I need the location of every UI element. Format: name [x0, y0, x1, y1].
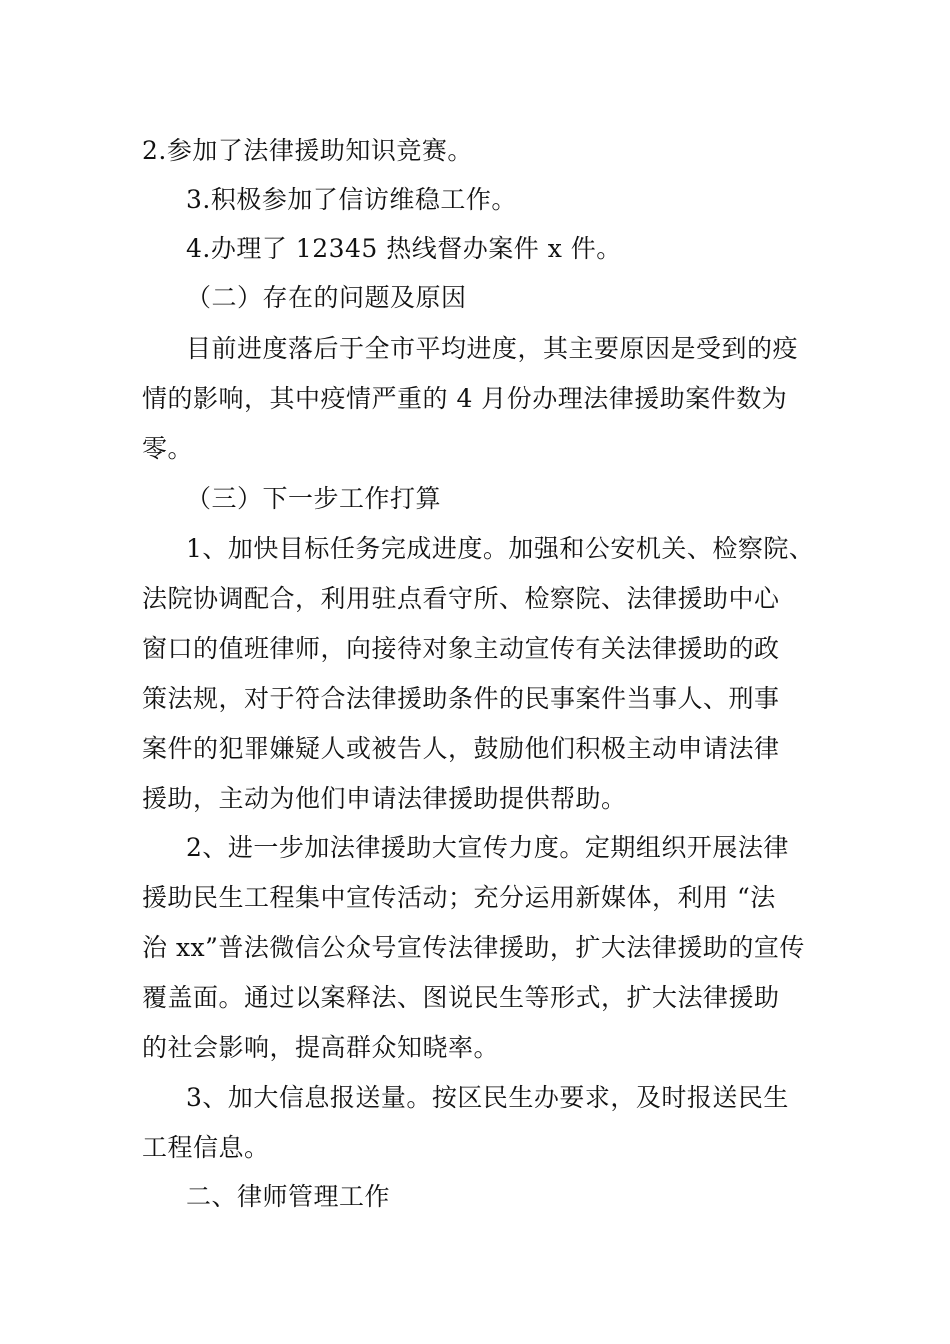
section-problems-heading: （二）存在的问题及原因	[186, 283, 467, 312]
section-plan-heading: （三）下一步工作打算	[186, 484, 442, 513]
plan-point-2: 2、进一步加法律援助大宣传力度。定期组织开展法律 援助民生工程集中宣传活动；充分运用新媒体，利用 “法 治 xx”普法微信公众号宣传法律援助，扩大法律援助的宣传 覆盖面。通过以案释法、图说民生等形式，扩大法律援助 的社会影响，提高群众知晓率。	[142, 833, 805, 1062]
plan-point-3: 3、加大信息报送量。按区民生办要求，及时报送民生 工程信息。	[142, 1083, 789, 1162]
section-lawyer-heading: 二、律师管理工作	[186, 1182, 391, 1211]
list-item-4: 4.办理了 12345 热线督办案件 x 件。	[186, 234, 622, 263]
list-item-3: 3.积极参加了信访维稳工作。	[186, 185, 517, 214]
plan-point-1: 1、加快目标任务完成进度。加强和公安机关、检察院、 法院协调配合，利用驻点看守所、检察院、法律援助中心 窗口的值班律师，向接待对象主动宣传有关法律援助的政 策法规，对于符合法律援助条件的民事案件当事人、刑事 案件的犯罪嫌疑人或被告人，鼓励他们积极主动申请法律 援助，主动为他们申请法律援助提供帮助。	[142, 534, 815, 813]
list-item-2: 2.参加了法律援助知识竞赛。	[142, 136, 473, 165]
section-problems-body: 目前进度落后于全市平均进度，其主要原因是受到的疫 情的影响，其中疫情严重的 4 月份办理法律援助案件数为 零。	[142, 334, 799, 463]
